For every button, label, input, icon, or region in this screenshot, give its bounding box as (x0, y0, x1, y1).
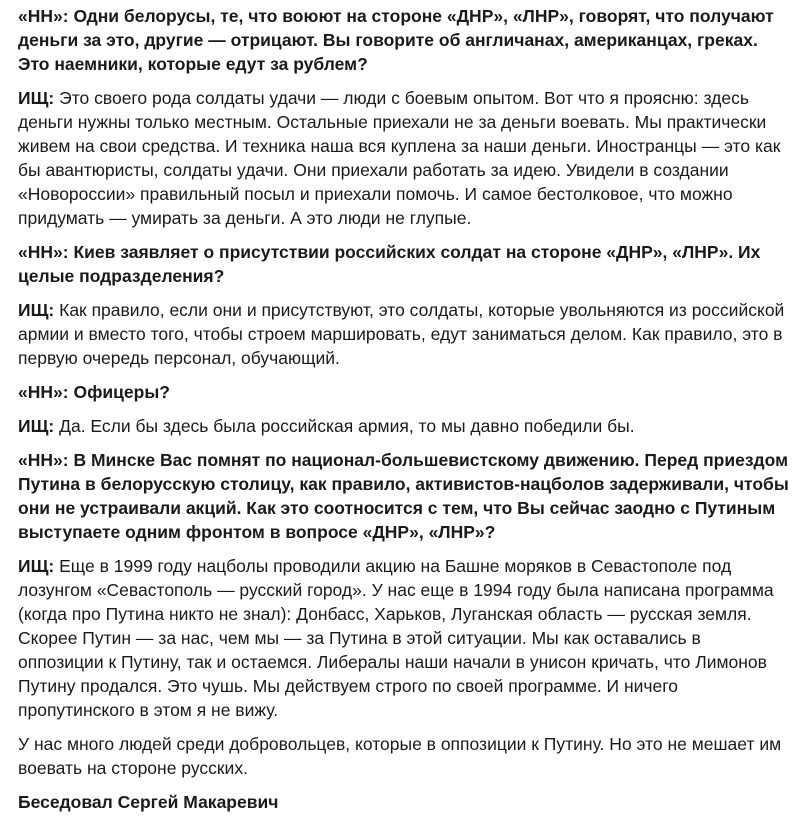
question-text: Киев заявляет о присутствии российских солдат на стороне «ДНР», «ЛНР». Их целые подразделения? (18, 242, 761, 286)
respondent-tag: ИЩ: (18, 88, 55, 108)
question-text: В Минске Вас помнят по национал-большевистскому движению. Перед приездом Путина в белорусскую столицу, как правило, активистов-нацболов задерживали, чтобы они не устраивали акций. Как это соотносится с тем, что Вы сейчас заодно с Путиным выступаете одним фронтом в вопросе «ДНР», «ЛНР»? (18, 450, 789, 542)
question-paragraph (18, 240, 790, 288)
question-paragraph (18, 448, 790, 544)
answer-text: Еще в 1999 году нацболы проводили акцию на Башне моряков в Севастополе под лозунгом «Севастополь — русский город». У нас еще в 1994 году была написана программа (когда про Путина никто не знал): Донбасс, Харьков, Луганская область — русская земля. Скорее Путин — за нас, чем мы — за Путина в этой ситуации. Мы как оставались в оппозиции к Путину, так и остаемся. Либералы наши начали в унисон кричать, что Лимонов Путину продался. Это чушь. Мы действуем строго по своей программе. И ничего пропутинского в этом я не вижу. (18, 556, 774, 720)
answer-paragraph (18, 298, 790, 370)
interviewer-tag: «НН»: (18, 382, 69, 402)
author-signature: Беседовал Сергей Макаревич (18, 792, 279, 812)
question-text: Офицеры? (73, 382, 170, 402)
answer-paragraph (18, 414, 790, 438)
question-text: Одни белорусы, те, что воюют на стороне «ДНР», «ЛНР», говорят, что получают деньги за это, другие — отрицают. Вы говорите об англичанах, американцах, греках. Это наемники, которые едут за рублем? (18, 6, 774, 74)
interviewer-tag: «НН»: (18, 242, 69, 262)
body-paragraph: У нас много людей среди добровольцев, которые в оппозиции к Путину. Но это не мешает им воевать на стороне русских. (18, 734, 782, 778)
answer-paragraph (18, 86, 790, 230)
answer-text: Да. Если бы здесь была российская армия, то мы давно победили бы. (59, 416, 635, 436)
respondent-tag: ИЩ: (18, 300, 55, 320)
respondent-tag: ИЩ: (18, 416, 55, 436)
answer-paragraph (18, 554, 790, 722)
answer-text: Как правило, если они и присутствуют, это солдаты, которые увольняются из российской армии и вместо того, чтобы строем маршировать, едут заниматься делом. Как правило, это в первую очередь персонал, обучающий. (18, 300, 785, 368)
respondent-tag: ИЩ: (18, 556, 55, 576)
interviewer-tag: «НН»: (18, 450, 69, 470)
question-paragraph (18, 380, 790, 404)
question-paragraph (18, 4, 790, 76)
interviewer-tag: «НН»: (18, 6, 69, 26)
answer-text: Это своего рода солдаты удачи — люди с боевым опытом. Вот что я проясню: здесь деньги нужны только местным. Остальные приехали не за деньги воевать. Мы практически живем на свои средства. И техника наша вся куплена за наши деньги. Иностранцы — это как бы авантюристы, солдаты удачи. Они приехали работать за идею. Увидели в создании «Новороссии» правильный посыл и приехали помочь. И самое бестолковое, что можно придумать — умирать за деньги. А это люди не глупые. (18, 88, 781, 228)
